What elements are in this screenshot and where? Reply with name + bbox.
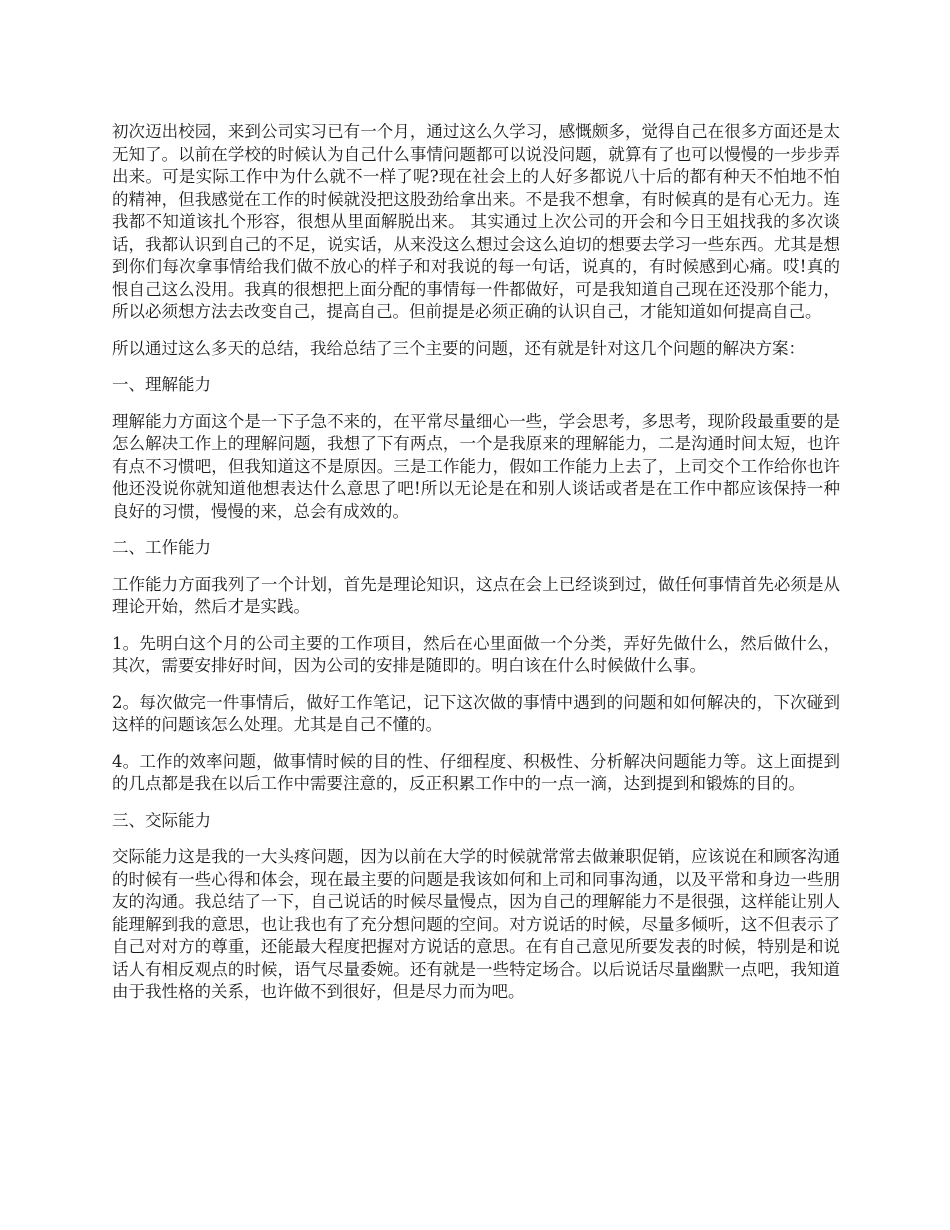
list-item-4: 4。工作的效率问题，做事情时候的目的性、仔细程度、积极性、分析解决问题能力等。这上面提到的几点都是我在以后工作中需要注意的，反正积累工作中的一点一滴，达到提到和锻炼的目的。 — [112, 751, 840, 793]
paragraph-intro: 初次迈出校园，来到公司实习已有一个月，通过这么久学习，感慨颇多，觉得自己在很多方面还是太无知了。以前在学校的时候认为自己什么事情问题都可以说没问题，就算有了也可以慢慢的一步步弄出来。可是实际工作中为什么就不一样了呢?现在社会上的人好多都说八十后的都有种天不怕地不怕的精神，但我感觉在工作的时候就没把这股劲给拿出来。不是我不想拿，有时候真的是有心无力。连我都不知道该扎个形容，很想从里面解脱出来。 其实通过上次公司的开会和今日王姐找我的多次谈话，我都认识到自己的不足，说实话，从来没这么想过会这么迫切的想要去学习一些东西。尤其是想到你们每次拿事情给我们做不放心的样子和对我说的每一句话，说真的，有时候感到心痛。哎!真的恨自己这么没用。我真的很想把上面分配的事情每一件都做好，可是我知道自己现在还没那个能力，所以必须想方法去改变自己，提高自己。但前提是必须正确的认识自己，才能知道如何提高自己。 — [112, 122, 840, 321]
paragraph-summary: 所以通过这么多天的总结，我给总结了三个主要的问题，还有就是针对这几个问题的解决方案： — [112, 338, 805, 358]
list-item-1: 1。先明白这个月的公司主要的工作项目，然后在心里面做一个分类，弄好先做什么，然后做什么，其次，需要安排好时间，因为公司的安排是随即的。明白该在什么时候做什么事。 — [112, 633, 840, 675]
section-heading-communication: 三、交际能力 — [112, 810, 211, 830]
paragraph-work-plan: 工作能力方面我列了一个计划，首先是理论知识，这点在会上已经谈到过，做任何事情首先必须是从理论开始，然后才是实践。 — [112, 574, 840, 616]
list-item-2: 2。每次做完一件事情后，做好工作笔记，记下这次做的事情中遇到的问题和如何解决的，下次碰到这样的问题该怎么处理。尤其是自己不懂的。 — [112, 692, 840, 734]
paragraph-communication: 交际能力这是我的一大头疼问题，因为以前在大学的时候就常常去做兼职促销，应该说在和顾客沟通的时候有一些心得和体会，现在最主要的问题是我该如何和上司和同事沟通，以及平常和身边一些朋友的沟通。我总结了一下，自己说话的时候尽量慢点，因为自己的理解能力不是很强，这样能让别人能理解到我的意思，也让我也有了充分想问题的空间。对方说话的时候，尽量多倾听，这不但表示了自己对对方的尊重，还能最大程度把握对方说话的意思。在有自己意见所要发表的时候，特别是和说话人有相反观点的时候，语气尽量委婉。还有就是一些特定场合。以后说话尽量幽默一点吧，我知道由于我性格的关系，也许做不到很好，但是尽力而为吧。 — [112, 847, 840, 1001]
section-heading-understanding: 一、理解能力 — [112, 375, 211, 394]
paragraph-understanding: 理解能力方面这个是一下子急不来的，在平常尽量细心一些，学会思考，多思考，现阶段最重要的是怎么解决工作上的理解问题，我想了下有两点，一个是我原来的理解能力，二是沟通时间太短，也许有点不习惯吧，但我知道这不是原因。三是工作能力，假如工作能力上去了，上司交个工作给你也许他还没说你就知道他想表达什么意思了吧!所以无论是在和别人谈话或者是在工作中都应该保持一种良好的习惯，慢慢的来，总会有成效的。 — [112, 411, 840, 521]
section-heading-work: 二、工作能力 — [112, 538, 211, 557]
document-body — [112, 121, 840, 1018]
